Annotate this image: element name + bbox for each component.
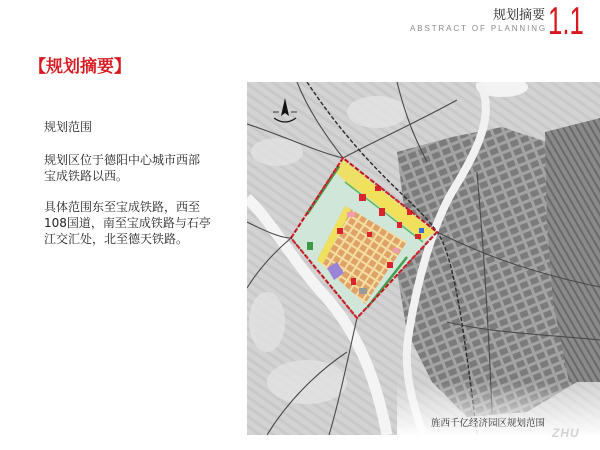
content-subheading: 规划范围 [44, 120, 93, 134]
paragraph-line: 宝成铁路以西。 [44, 169, 129, 183]
paragraph-line: 江交汇处，北至德天铁路。 [44, 232, 189, 246]
watermark-logo: ZHU [552, 426, 580, 440]
section-heading: 【规划摘要】 [29, 57, 131, 77]
planning-map [247, 82, 600, 435]
blue-block [419, 228, 424, 233]
gray-block [359, 288, 367, 294]
green-block [307, 242, 313, 250]
section-number: 1.1 [548, 0, 584, 43]
paragraph-line: 108国道，南至宝成铁路与石亭 [44, 216, 211, 230]
map-caption: 旌西千亿经济园区规划范围 [431, 418, 546, 429]
pink-block [393, 248, 399, 253]
paragraph-line: 规划区位于德阳中心城市西部 [44, 153, 201, 167]
header-subtitle: ABSTRACT OF PLANNING [410, 24, 547, 33]
paragraph-scope-boundaries [44, 199, 211, 247]
paragraph-line: 具体范围东至宝成铁路，西至 [44, 200, 201, 214]
pink-block [347, 212, 355, 217]
header-title: 规划摘要 [492, 8, 545, 23]
paragraph-scope-location [44, 152, 200, 184]
